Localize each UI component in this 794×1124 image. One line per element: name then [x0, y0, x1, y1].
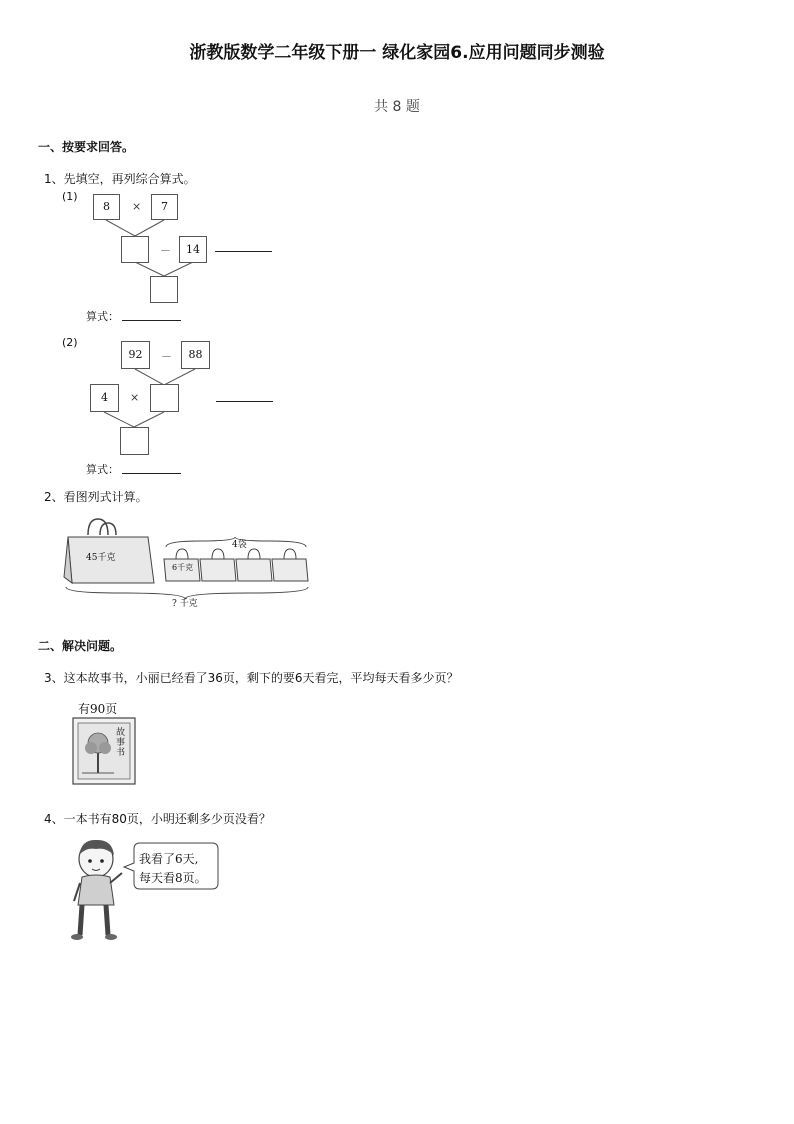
q3-storybook-illustration	[70, 715, 140, 787]
question-1-text: 1、先填空，再列综合算式。	[44, 172, 196, 186]
q1p2-answer-line[interactable]	[216, 401, 273, 402]
q1p2-number-box-c: 4	[90, 384, 119, 412]
q1-part2-connectors	[0, 0, 400, 480]
question-4-text: 4、一本书有80页，小明还剩多少页没看？	[44, 812, 271, 826]
q1p1-number-box-a: 8	[93, 194, 120, 220]
q1p2-formula-label: 算式：	[86, 463, 119, 476]
q4-bubble-line-1: 我看了6天,	[139, 852, 199, 866]
q1p1-number-box-c: 14	[179, 236, 207, 263]
q1p2-blank-box-result[interactable]	[120, 427, 149, 455]
q1p2-formula-line[interactable]	[122, 473, 181, 474]
q2-big-bag-label: 45千克	[86, 553, 116, 563]
section-1-heading: 一、按要求回答。	[38, 140, 135, 154]
q1-part1-label: (1)	[62, 190, 78, 203]
q3-book-note: 有90页	[78, 702, 118, 716]
q1p1-formula-label: 算式：	[86, 310, 119, 323]
q1p1-multiply-sign: ×	[132, 200, 142, 213]
q2-small-bag-label: 6千克	[172, 563, 194, 572]
q1p2-minus-sign: －	[161, 350, 172, 363]
q2-bag-count-label: 4袋	[232, 540, 247, 550]
question-3-text: 3、这本故事书，小丽已经看了36页，剩下的要6天看完，平均每天看多少页？	[44, 671, 459, 685]
q1p2-number-box-b: 88	[181, 341, 210, 369]
page-title: 浙教版数学二年级下册一 绿化家园6.应用问题同步测验	[189, 43, 605, 63]
q1p2-blank-box-difference[interactable]	[150, 384, 179, 412]
q4-bubble-line-2: 每天看8页。	[139, 871, 207, 885]
q1p2-multiply-sign: ×	[130, 391, 140, 404]
q1p1-number-box-b: 7	[151, 194, 178, 220]
q2-total-label: ? 千克	[172, 599, 198, 609]
q1p1-minus-sign: －	[160, 244, 171, 257]
question-2-text: 2、看图列式计算。	[44, 490, 148, 504]
question-count: 共 8 题	[374, 99, 420, 115]
q3-book-title: 故事书	[116, 728, 126, 758]
q1-part2-label: (2)	[62, 336, 78, 349]
section-2-heading: 二、解决问题。	[38, 639, 123, 653]
q1p2-number-box-a: 92	[121, 341, 150, 369]
